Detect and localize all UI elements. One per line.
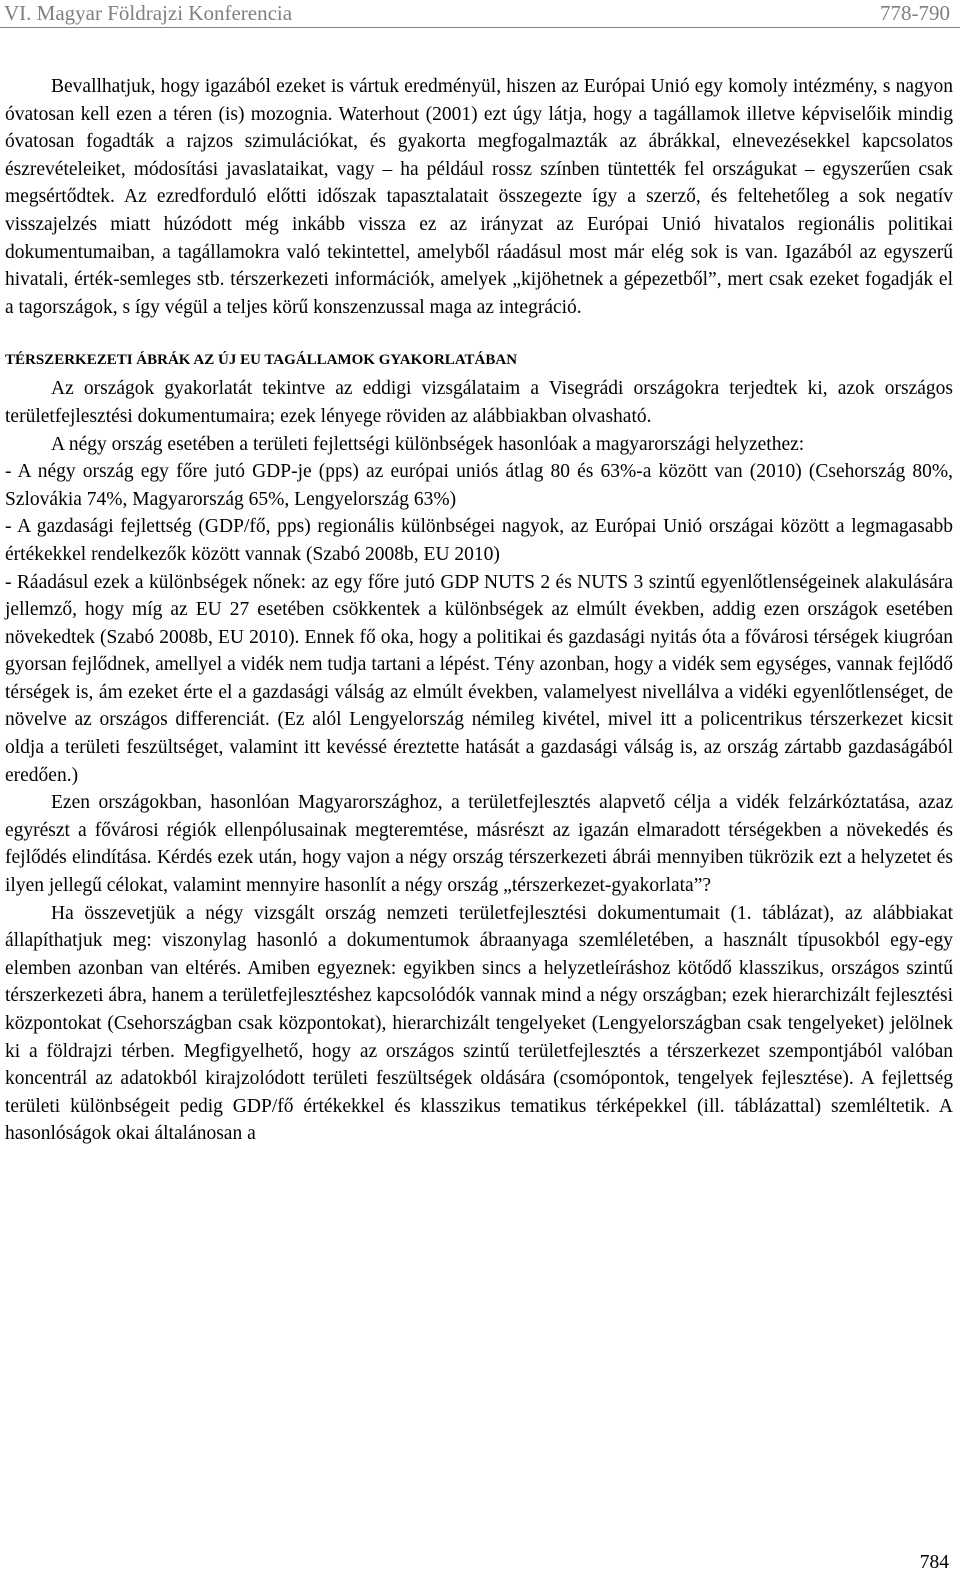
paragraph-section-1: Az országok gyakorlatát tekintve az eddigi vizsgálataim a Visegrádi országokra terjedtek ki, azok országos területfejlesztési dokumentumaira; ezek lényege röviden az alábbiakban olvasható. — [5, 378, 953, 427]
list-item-disparities: - A gazdasági fejlettség (GDP/fő, pps) regionális különbségei nagyok, az Európai Unió országai között a legmagasabb értékekkel rendelkezők között vannak (Szabó 2008b, EU 2010) — [5, 516, 953, 565]
body-text — [5, 73, 953, 1148]
paragraph-intro: Bevallhatjuk, hogy igazából ezeket is vártuk eredményül, hiszen az Európai Unió egy komoly intézmény, s nagyon óvatosan kell ezen a téren (is) mozognia. Waterhout (2001) ezt úgy látja, hogy a tagállamok illetve képviselőik mindig óvatosan fogadták a rajzos szimulációkat, és gyakorta megfogalmazták az ábrákkal, elnevezésekkel kapcsolatos észrevételeiket, módosítási javaslataikat, vagy – ha például rossz színben tüntették fel országukat – egyszerűen csak megsértődtek. Az ezredforduló előtti időszak tapasztalatait összegezte így a szerző, és feltehetőleg a sok negatív visszajelzés miatt húzódott még inkább vissza ez az irányzat az Európai Unió hivatalos regionális politikai dokumentumaiban, a tagállamokra való tekintettel, amelyből ráadásul most már elég sok is van. Igazából az egyszerű hivatali, érték-semleges stb. térszerkezeti információk, amelyek „kijöhetnek a gépezetből”, mert csak ezeket fogadják el a tagországok, s így végül a teljes körű konszenzussal maga az integráció. — [5, 76, 953, 318]
conference-title: VI. Magyar Földrajzi Konferencia — [4, 1, 293, 25]
list-item-gdp: - A négy ország egy főre jutó GDP-je (pps) az európai uniós átlag 80 és 63%-a között van (2010) (Csehország 80%, Szlovákia 74%, Magyarország 65%, Lengyelország 63%) — [5, 461, 953, 510]
paragraph-goals: Ezen országokban, hasonlóan Magyarországhoz, a területfejlesztés alapvető célja a vidék felzárkóztatása, azaz egyrészt a fővárosi régiók ellenpólusainak megteremtése, másrészt az igazán elmaradott térségekben a növekedés és fejlődés elindítása. Kérdés ezek után, hogy vajon a négy ország térszerkezeti ábrái mennyiben tükrözik ezt a helyzetet és ilyen jellegű célokat, valamint mennyire hasonlít a négy ország „térszerkezet-gyakorlata”? — [5, 792, 953, 897]
paragraph-comparison: Ha összevetjük a négy vizsgált ország nemzeti területfejlesztési dokumentumait (1. táblázat), az alábbiakat állapíthatjuk meg: viszonylag hasonló a dokumentumok ábraanyaga szemléletében, a használt típusokból egy-egy elemben azonban van eltérés. Amiben egyeznek: egyikben sincs a helyzetleíráshoz kötődő klasszikus, országos szintű térszerkezeti ábra, hanem a területfejlesztéshez kapcsolódók vannak mind a négy országban; ezek hierarchizált fejlesztési központokat (Csehországban csak központokat), hierarchizált tengelyeket (Lengyelországban csak tengelyeket) jelölnek ki a földrajzi térben. Megfigyelhető, hogy az országos szintű területfejlesztés a térszerkezet szempontjából valóban koncentrál az adatokból kirajzolódott területi feszültségek oldására (csomópontok, tengelyek fejlesztése). A fejlettség területi különbségeit pedig GDP/fő értékekkel és klasszikus tematikus térképekkel (ill. táblázattal) szemléltetik. A hasonlóságok okai általánosan a — [5, 902, 953, 1145]
running-header — [0, 0, 960, 28]
section-heading: TÉRSZERKEZETI ÁBRÁK AZ ÚJ EU TAGÁLLAMOK GYAKORLATÁBAN — [5, 352, 518, 369]
paragraph-section-2: A négy ország esetében a területi fejlettségi különbségek hasonlóak a magyarországi helyzethez: — [51, 433, 805, 455]
page-range: 778-790 — [880, 1, 950, 25]
page-number: 784 — [919, 1552, 949, 1573]
list-item-growth: - Ráadásul ezek a különbségek nőnek: az egy főre jutó GDP NUTS 2 és NUTS 3 szintű egyenlőtlenségeinek alakulására jellemző, hogy míg az EU 27 esetében csökkentek a különbségek az elmúlt években, addig ezen országok esetében növekedtek (Szabó 2008b, EU 2010). Ennek fő oka, hogy a politikai és gazdasági nyitás óta a fővárosi térségek kiugróan gyorsan fejlődnek, amellyel a vidék nem tudja tartani a lépést. Tény azonban, hogy a vidék sem egységes, vannak fejlődő térségek is, ám ezeket érte el a gazdasági válság az elmúlt években, valamelyest nivellálva a vidéki egyenlőtlenséget, de növelve az országos differenciát. (Ez alól Lengyelország némileg kivétel, mivel itt a policentrikus térszerkezet kicsit oldja a területi feszültséget, valamint itt kevéssé éreztette hatását a gazdasági válság is, az ország zártabb gazdaságából eredően.) — [5, 571, 953, 786]
